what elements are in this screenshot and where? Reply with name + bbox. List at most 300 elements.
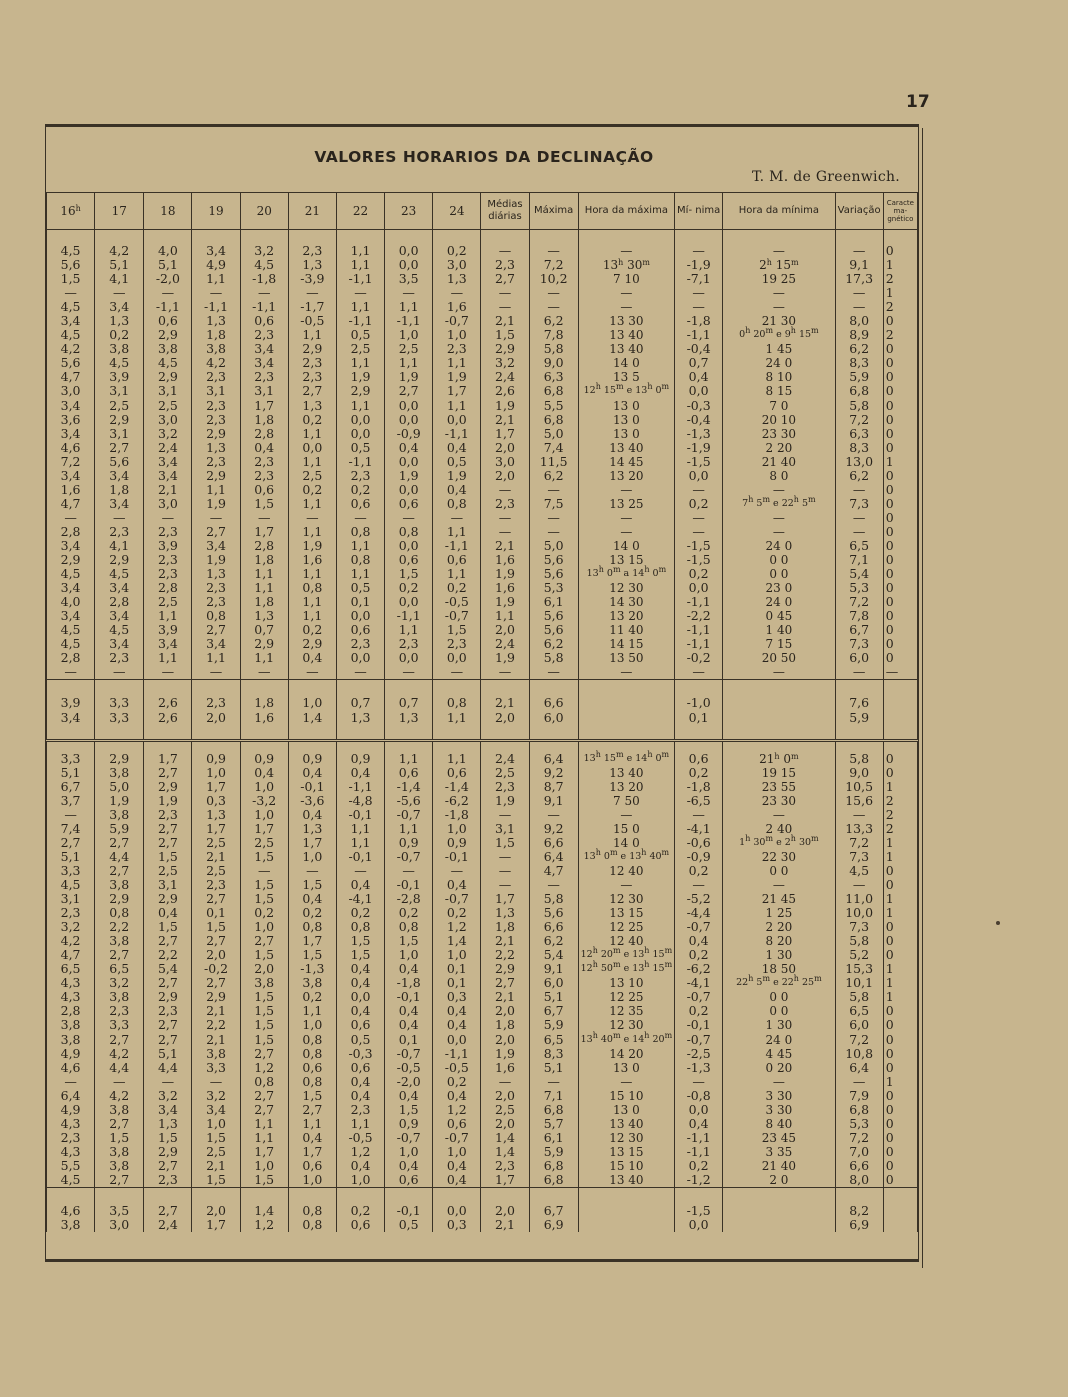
table-cell: 2,7 <box>95 948 144 962</box>
table-cell: 3,4 <box>95 609 144 623</box>
table-cell: 1,0 <box>288 696 336 710</box>
table-cell: 2,0 <box>481 441 529 455</box>
table-cell: 0,1 <box>675 711 723 725</box>
table-cell <box>883 696 917 710</box>
table-cell: -0,1 <box>433 850 481 864</box>
table-cell: — <box>529 483 578 497</box>
table-cell: 2,9 <box>336 384 384 398</box>
table-cell: — <box>578 244 674 258</box>
table-cell: 5,6 <box>95 455 144 469</box>
table-cell: 6,7 <box>47 780 95 794</box>
table-cell: 6,0 <box>529 976 578 990</box>
table-cell: 3,4 <box>240 342 288 356</box>
table-cell: 2,5 <box>481 766 529 780</box>
table-cell: 0,5 <box>433 455 481 469</box>
table-row <box>47 356 918 370</box>
table-cell: 5,3 <box>835 581 883 595</box>
table-cell: 0,8 <box>433 497 481 511</box>
table-cell: -0,7 <box>385 1047 433 1061</box>
table-cell: 1,7 <box>240 525 288 539</box>
table-cell: 0,2 <box>336 483 384 497</box>
table-cell: 2,1 <box>481 934 529 948</box>
table-cell: 1,0 <box>433 822 481 836</box>
table-cell: 13 10 <box>578 976 674 990</box>
table-cell: — <box>481 300 529 314</box>
table-cell: 2,7 <box>192 892 240 906</box>
table-cell: 1,1 <box>288 455 336 469</box>
table-cell: 2,7 <box>240 934 288 948</box>
table-cell: 2,2 <box>192 1018 240 1032</box>
table-cell: 24 0 <box>723 1032 835 1046</box>
table-cell: -0,6 <box>675 836 723 850</box>
table-cell: 0 <box>883 920 917 934</box>
table-cell: 1,5 <box>192 1173 240 1188</box>
table-cell: 2,9 <box>144 892 192 906</box>
table-cell: 0,8 <box>288 920 336 934</box>
table-cell: 0,6 <box>288 1061 336 1075</box>
table-cell: 1,5 <box>240 1173 288 1188</box>
table-cell: 1,8 <box>481 920 529 934</box>
table-cell: 1,1 <box>240 1117 288 1131</box>
table-cell: 2,7 <box>144 1018 192 1032</box>
table-cell: 1,7 <box>192 822 240 836</box>
table-cell: — <box>433 665 481 680</box>
table-cell: 2 0 <box>723 1173 835 1188</box>
table-title: VALORES HORARIOS DA DECLINAÇÃO <box>314 148 654 166</box>
table-cell: 0,0 <box>675 1218 723 1232</box>
table-cell: 21 40 <box>723 1159 835 1173</box>
spacer-row <box>47 680 918 697</box>
table-cell: 0,0 <box>336 651 384 665</box>
table-cell: -1,1 <box>336 780 384 794</box>
table-cell: 2,7 <box>240 1047 288 1061</box>
table-cell: 3 35 <box>723 1145 835 1159</box>
table-cell: -1,3 <box>288 962 336 976</box>
table-cell: 2,5 <box>385 342 433 356</box>
table-cell: — <box>481 850 529 864</box>
table-cell: 13 25 <box>578 497 674 511</box>
table-cell: — <box>481 1075 529 1089</box>
table-cell: -1,9 <box>675 258 723 272</box>
table-cell: 0,6 <box>288 1159 336 1173</box>
table-cell: 0,4 <box>336 766 384 780</box>
table-cell: 4,4 <box>144 1061 192 1075</box>
table-cell: 6,1 <box>529 1131 578 1145</box>
table-cell: 3,9 <box>95 370 144 384</box>
table-cell: 0,8 <box>385 525 433 539</box>
table-cell: 4,4 <box>95 850 144 864</box>
table-cell: -2,0 <box>385 1075 433 1089</box>
table-cell: 1,8 <box>192 328 240 342</box>
table-cell: 0,7 <box>675 356 723 370</box>
table-cell: 2,4 <box>144 441 192 455</box>
table-cell: 13 15 <box>578 1145 674 1159</box>
table-cell: 1,2 <box>240 1218 288 1232</box>
table-cell: 1,3 <box>144 1117 192 1131</box>
table-cell: 2,0 <box>481 1032 529 1046</box>
table-cell: — <box>95 665 144 680</box>
table-cell: -1,5 <box>675 539 723 553</box>
table-cell: -0,1 <box>336 850 384 864</box>
table-cell: 3,2 <box>95 976 144 990</box>
table-cell: 0,5 <box>336 328 384 342</box>
table-cell: 1 <box>883 780 917 794</box>
table-cell: 2,3 <box>192 399 240 413</box>
table-cell: 1,6 <box>481 1061 529 1075</box>
table-cell: 6,7 <box>529 1204 578 1218</box>
table-cell: 0 <box>883 399 917 413</box>
table-cell: 0,2 <box>675 948 723 962</box>
table-cell: 1,0 <box>288 1018 336 1032</box>
table-cell: -4,8 <box>336 794 384 808</box>
table-row <box>47 623 918 637</box>
table-cell: 3,8 <box>95 878 144 892</box>
table-cell: 2,9 <box>95 752 144 766</box>
table-row <box>47 539 918 553</box>
table-cell: -0,7 <box>385 808 433 822</box>
table-cell: — <box>835 300 883 314</box>
table-cell: — <box>578 525 674 539</box>
table-cell: 13,0 <box>835 455 883 469</box>
table-cell: 3,0 <box>144 413 192 427</box>
table-cell: 3,4 <box>192 539 240 553</box>
table-cell: — <box>723 665 835 680</box>
table-cell: 2,8 <box>240 427 288 441</box>
table-cell: 24 0 <box>723 539 835 553</box>
table-cell: 4,3 <box>47 976 95 990</box>
table-cell: 0,5 <box>336 581 384 595</box>
table-cell: 21 45 <box>723 892 835 906</box>
header-cell: 19 <box>192 193 240 230</box>
table-cell: — <box>723 808 835 822</box>
table-cell: 6,8 <box>529 413 578 427</box>
table-cell: 3,6 <box>47 413 95 427</box>
table-cell: 3,4 <box>95 469 144 483</box>
table-cell: 1,3 <box>240 609 288 623</box>
table-cell: 15 10 <box>578 1089 674 1103</box>
table-cell: 3,2 <box>144 1089 192 1103</box>
table-cell: 0,9 <box>385 836 433 850</box>
table-cell: 9,1 <box>835 258 883 272</box>
table-cell: 2,3 <box>240 328 288 342</box>
table-cell: 3,4 <box>47 314 95 328</box>
table-cell: 6,2 <box>529 469 578 483</box>
table-cell: — <box>336 511 384 525</box>
table-cell: 0,4 <box>288 766 336 780</box>
table-cell: 10,0 <box>835 906 883 920</box>
table-cell: -0,5 <box>433 595 481 609</box>
table-cell: 6,8 <box>835 1103 883 1117</box>
table-cell: 0,7 <box>336 696 384 710</box>
table-row <box>47 637 918 651</box>
table-cell: 2,0 <box>481 469 529 483</box>
table-cell: 6,2 <box>835 469 883 483</box>
table-cell: 1,1 <box>336 539 384 553</box>
table-cell: -1,4 <box>385 780 433 794</box>
table-cell: 3,8 <box>192 1047 240 1061</box>
table-cell: 1,9 <box>288 539 336 553</box>
table-cell: 3,4 <box>95 300 144 314</box>
table-cell: 2,1 <box>481 314 529 328</box>
table-cell: 0 <box>883 539 917 553</box>
table-cell: 11,5 <box>529 455 578 469</box>
table-cell: 6,2 <box>529 314 578 328</box>
table-cell: 2,3 <box>240 370 288 384</box>
table-cell: 3 30 <box>723 1089 835 1103</box>
table-cell: 1,1 <box>240 651 288 665</box>
table-cell: — <box>675 525 723 539</box>
table-cell: 2,4 <box>481 370 529 384</box>
table-cell: 0,2 <box>433 581 481 595</box>
table-cell: 7,4 <box>47 822 95 836</box>
header-cell: Mí- nima <box>675 193 723 230</box>
table-cell: 1,4 <box>288 711 336 725</box>
table-cell: 7,1 <box>529 1089 578 1103</box>
table-cell: 5,4 <box>144 962 192 976</box>
table-row <box>47 455 918 469</box>
table-cell: 1,9 <box>481 651 529 665</box>
table-row <box>47 766 918 780</box>
table-cell: -1,4 <box>433 780 481 794</box>
table-cell: 1,4 <box>481 1131 529 1145</box>
table-cell: 3,8 <box>95 342 144 356</box>
table-cell: 2,9 <box>144 990 192 1004</box>
table-cell: 0,9 <box>336 752 384 766</box>
table-cell: 4,5 <box>47 328 95 342</box>
table-cell: 2 <box>883 300 917 314</box>
table-cell: — <box>723 483 835 497</box>
table-cell: 2,9 <box>481 342 529 356</box>
table-cell: 0,0 <box>336 609 384 623</box>
table-cell: — <box>529 878 578 892</box>
table-cell: 4,5 <box>144 356 192 370</box>
table-cell: 0,1 <box>433 962 481 976</box>
table-cell: 1,9 <box>433 370 481 384</box>
table-cell: 1 <box>883 962 917 976</box>
table-cell: 8,3 <box>529 1047 578 1061</box>
table-cell: 2,7 <box>47 836 95 850</box>
table-cell: 0 <box>883 511 917 525</box>
table-cell: 3,8 <box>47 1032 95 1046</box>
table-cell: 2,7 <box>192 934 240 948</box>
table-cell: 2,3 <box>240 469 288 483</box>
table-cell: 7 15 <box>723 637 835 651</box>
table-cell: 0 <box>883 1131 917 1145</box>
table-cell: 3,3 <box>47 752 95 766</box>
table-cell: — <box>144 1075 192 1089</box>
table-cell: 0 <box>883 1103 917 1117</box>
table-cell: 1,1 <box>288 497 336 511</box>
table-cell: 0 <box>883 948 917 962</box>
table-cell: — <box>835 511 883 525</box>
table-cell: — <box>578 808 674 822</box>
table-cell: 7,8 <box>529 328 578 342</box>
table-cell: 1,0 <box>240 1159 288 1173</box>
table-cell: 1,7 <box>288 1145 336 1159</box>
table-cell: 7,3 <box>835 637 883 651</box>
table-cell: — <box>385 286 433 300</box>
table-cell: 7,6 <box>835 696 883 710</box>
table-cell: 0,0 <box>675 581 723 595</box>
table-cell: 2,3 <box>481 780 529 794</box>
table-cell: 5,6 <box>47 258 95 272</box>
table-cell: 1,1 <box>385 752 433 766</box>
table-cell: 4,9 <box>47 1047 95 1061</box>
table-cell: 0,2 <box>675 766 723 780</box>
table-cell: -1,0 <box>675 696 723 710</box>
table-cell: 4,9 <box>192 258 240 272</box>
table-cell: 0 <box>883 752 917 766</box>
table-cell: 0,4 <box>336 878 384 892</box>
table-cell: 6,0 <box>835 1018 883 1032</box>
table-body <box>47 230 918 1233</box>
table-cell: 0,4 <box>675 934 723 948</box>
table-cell: 0,4 <box>675 1117 723 1131</box>
table-cell: 1,0 <box>240 920 288 934</box>
table-cell: 0 0 <box>723 567 835 581</box>
table-cell: 0,8 <box>385 920 433 934</box>
table-cell: -0,5 <box>385 1061 433 1075</box>
table-cell: 2,7 <box>144 934 192 948</box>
table-row <box>47 1131 918 1145</box>
table-cell: -2,5 <box>675 1047 723 1061</box>
table-row <box>47 441 918 455</box>
table-cell: 1,5 <box>288 948 336 962</box>
table-cell: — <box>835 286 883 300</box>
table-cell: 2,1 <box>481 696 529 710</box>
spacer-row <box>47 740 918 752</box>
table-cell: 13$^h$ 30$^m$ <box>578 258 674 272</box>
table-cell: 3,8 <box>95 934 144 948</box>
table-cell: 6,9 <box>529 1218 578 1232</box>
table-cell: 0,6 <box>240 314 288 328</box>
table-cell: 1,6 <box>433 300 481 314</box>
table-cell: 1,5 <box>240 878 288 892</box>
header-cell: 24 <box>433 193 481 230</box>
table-cell: — <box>336 286 384 300</box>
table-cell: 0 45 <box>723 609 835 623</box>
table-cell: 0,4 <box>336 1159 384 1173</box>
table-cell: — <box>529 525 578 539</box>
table-cell: 2,5 <box>192 836 240 850</box>
table-cell: 0,2 <box>675 1159 723 1173</box>
table-cell: 1,7 <box>481 427 529 441</box>
table-cell: 1 40 <box>723 623 835 637</box>
table-cell: 0,0 <box>385 595 433 609</box>
table-cell: 2,9 <box>144 1145 192 1159</box>
table-cell: -1,1 <box>336 272 384 286</box>
table-cell: 1 <box>883 892 917 906</box>
table-cell: — <box>675 665 723 680</box>
table-cell: 11,0 <box>835 892 883 906</box>
table-cell: 0,2 <box>95 328 144 342</box>
table-cell: 8,9 <box>835 328 883 342</box>
table-cell: 1,5 <box>240 1018 288 1032</box>
table-cell: 13 50 <box>578 651 674 665</box>
table-cell: 17,3 <box>835 272 883 286</box>
header-cell: Médias diárias <box>481 193 529 230</box>
table-cell: -4,1 <box>336 892 384 906</box>
table-cell: 12 30 <box>578 581 674 595</box>
table-cell: 0,4 <box>385 441 433 455</box>
table-cell: 0,0 <box>288 441 336 455</box>
table-cell: 2,2 <box>144 948 192 962</box>
table-cell: 6,5 <box>47 962 95 976</box>
table-cell: -1,1 <box>675 595 723 609</box>
table-cell: 2,7 <box>144 1204 192 1218</box>
table-cell: 2,5 <box>240 836 288 850</box>
table-cell: 1,1 <box>433 356 481 370</box>
table-cell: 1,9 <box>481 1047 529 1061</box>
table-row <box>47 370 918 384</box>
table-cell: 1,1 <box>336 258 384 272</box>
table-cell: 1,5 <box>144 850 192 864</box>
table-cell: 2,3 <box>192 370 240 384</box>
table-cell: 1,5 <box>240 948 288 962</box>
header-cell: 16$^h$ <box>47 193 95 230</box>
table-cell: 23 0 <box>723 581 835 595</box>
table-cell: — <box>578 286 674 300</box>
table-cell: 0,2 <box>675 497 723 511</box>
table-cell: 2,9 <box>240 637 288 651</box>
table-cell: 2,5 <box>144 399 192 413</box>
table-cell: 5,9 <box>529 1018 578 1032</box>
table-cell: 2 20 <box>723 920 835 934</box>
table-cell: -0,1 <box>385 990 433 1004</box>
table-cell: 2,0 <box>192 948 240 962</box>
table-cell: 1,5 <box>144 920 192 934</box>
table-row <box>47 1117 918 1131</box>
table-cell: -1,1 <box>675 637 723 651</box>
table-cell: 1,3 <box>481 906 529 920</box>
table-row <box>47 328 918 342</box>
table-cell: 1 <box>883 258 917 272</box>
table-cell: 12 25 <box>578 920 674 934</box>
table-cell: — <box>433 286 481 300</box>
table-cell: 2,5 <box>288 469 336 483</box>
table-cell <box>723 696 835 710</box>
table-cell: 0 <box>883 483 917 497</box>
table-cell: 13 15 <box>578 553 674 567</box>
table-cell: 1,7 <box>240 399 288 413</box>
table-cell: 2,7 <box>192 525 240 539</box>
table-cell: 2,8 <box>240 539 288 553</box>
table-cell: 7,2 <box>835 1032 883 1046</box>
table-row <box>47 300 918 314</box>
table-cell: 0,4 <box>433 483 481 497</box>
table-cell: 2,0 <box>481 711 529 725</box>
table-cell: 0,1 <box>385 1032 433 1046</box>
table-cell: 4,5 <box>47 244 95 258</box>
table-cell: 6,6 <box>529 696 578 710</box>
table-cell: 2,4 <box>481 752 529 766</box>
table-cell: 1,9 <box>385 370 433 384</box>
table-cell: 0,1 <box>336 595 384 609</box>
table-cell: — <box>240 286 288 300</box>
table-cell: 0 <box>883 581 917 595</box>
table-cell: — <box>481 878 529 892</box>
table-cell: — <box>240 864 288 878</box>
header-cell: 23 <box>385 193 433 230</box>
table-cell: 0 <box>883 1004 917 1018</box>
table-cell: 0,8 <box>288 1204 336 1218</box>
table-cell: 1,6 <box>240 711 288 725</box>
table-cell: 6,8 <box>529 1159 578 1173</box>
table-cell: 0 <box>883 314 917 328</box>
table-cell: 1 <box>883 455 917 469</box>
table-cell: 1,0 <box>385 328 433 342</box>
table-cell: -0,1 <box>385 878 433 892</box>
